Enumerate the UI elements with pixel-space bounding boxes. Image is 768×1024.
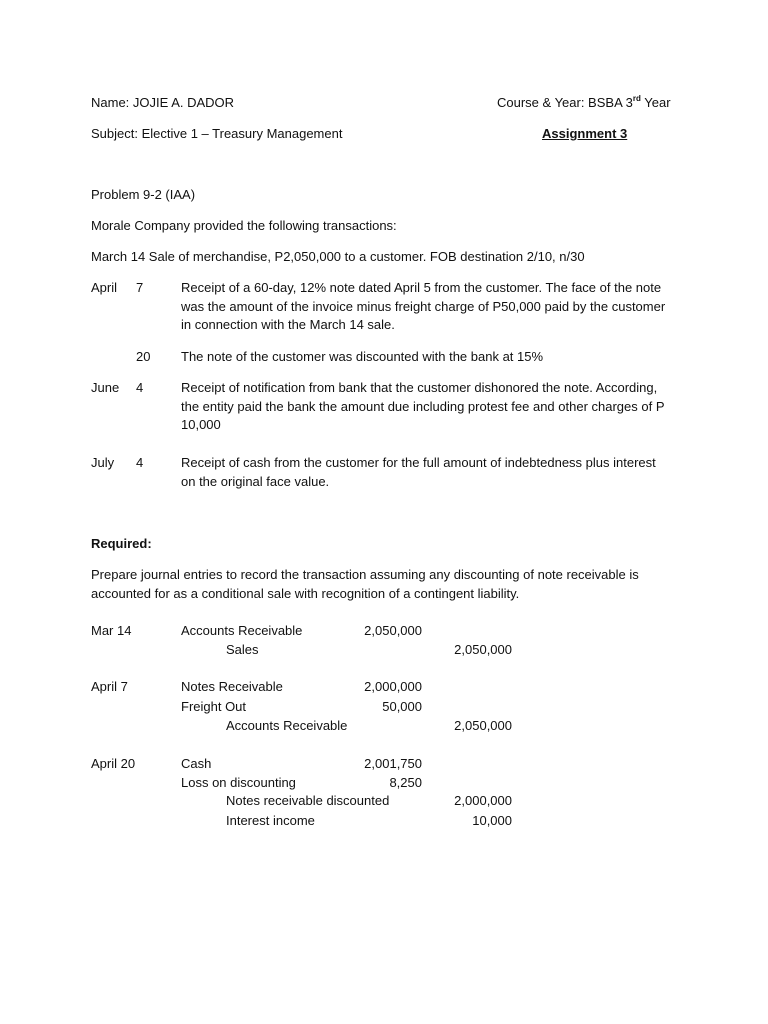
journal-debit: 50,000 — [382, 699, 422, 714]
required-label: Required: — [91, 536, 152, 551]
journal-date: April 20 — [91, 756, 136, 771]
transaction-day: 7 — [136, 280, 144, 295]
course-year — [497, 94, 671, 112]
course-year-sup: rd — [632, 94, 641, 103]
journal-account: Cash — [181, 756, 212, 771]
journal-account: Sales — [226, 642, 259, 657]
problem-intro: Morale Company provided the following transactions: — [91, 218, 397, 233]
journal-account: Accounts Receivable — [181, 623, 303, 638]
required-text: Prepare journal entries to record the transaction assuming any discounting of note receivable is accounted for as a conditional sale with recognition of a contingent liability. — [91, 567, 639, 601]
journal-debit: 2,050,000 — [364, 623, 422, 638]
course-year-suffix: Year — [640, 95, 671, 110]
journal-credit: 10,000 — [472, 813, 512, 828]
transaction-text: Receipt of notification from bank that the customer dishonored the note. According, the entity paid the bank the amount due including protest fee and other charges of P 10,000 — [181, 380, 665, 432]
journal-account: Loss on discounting — [181, 775, 296, 790]
transaction-day: 4 — [136, 380, 144, 395]
journal-account: Freight Out — [181, 699, 247, 714]
subject: Subject: Elective 1 – Treasury Management — [91, 126, 343, 141]
journal-debit: 2,001,750 — [364, 756, 422, 771]
transaction-text: The note of the customer was discounted with the bank at 15% — [181, 349, 544, 364]
transaction-text: Receipt of cash from the customer for the full amount of indebtedness plus interest on the original face value. — [181, 455, 656, 489]
journal-account: Accounts Receivable — [226, 718, 348, 733]
problem-title: Problem 9-2 (IAA) — [91, 187, 196, 202]
transaction-month: June — [91, 380, 120, 395]
journal-credit: 2,050,000 — [454, 642, 512, 657]
transaction-month: July — [91, 455, 115, 470]
transaction-day: 20 — [136, 349, 151, 364]
journal-credit: 2,050,000 — [454, 718, 512, 733]
journal-credit: 2,000,000 — [454, 793, 512, 808]
journal-account: Notes Receivable — [181, 679, 283, 694]
march-transaction: March 14 Sale of merchandise, P2,050,000 to a customer. FOB destination 2/10, n/30 — [91, 249, 585, 264]
assignment-title: Assignment 3 — [542, 126, 628, 141]
journal-date: April 7 — [91, 679, 128, 694]
transaction-text: Receipt of a 60-day, 12% note dated April 5 from the customer. The face of the note was the amount of the invoice minus freight charge of P50,000 paid by the customer in connection with the March 14 sale. — [181, 280, 666, 332]
transaction-day: 4 — [136, 455, 144, 470]
student-name: Name: JOJIE A. DADOR — [91, 95, 235, 110]
transaction-month: April — [91, 280, 118, 295]
course-year-prefix: Course & Year: BSBA 3 — [497, 95, 633, 110]
journal-debit: 8,250 — [389, 775, 422, 790]
journal-date: Mar 14 — [91, 623, 132, 638]
journal-account: Interest income — [226, 813, 315, 828]
journal-debit: 2,000,000 — [364, 679, 422, 694]
journal-account: Notes receivable discounted — [226, 793, 390, 808]
